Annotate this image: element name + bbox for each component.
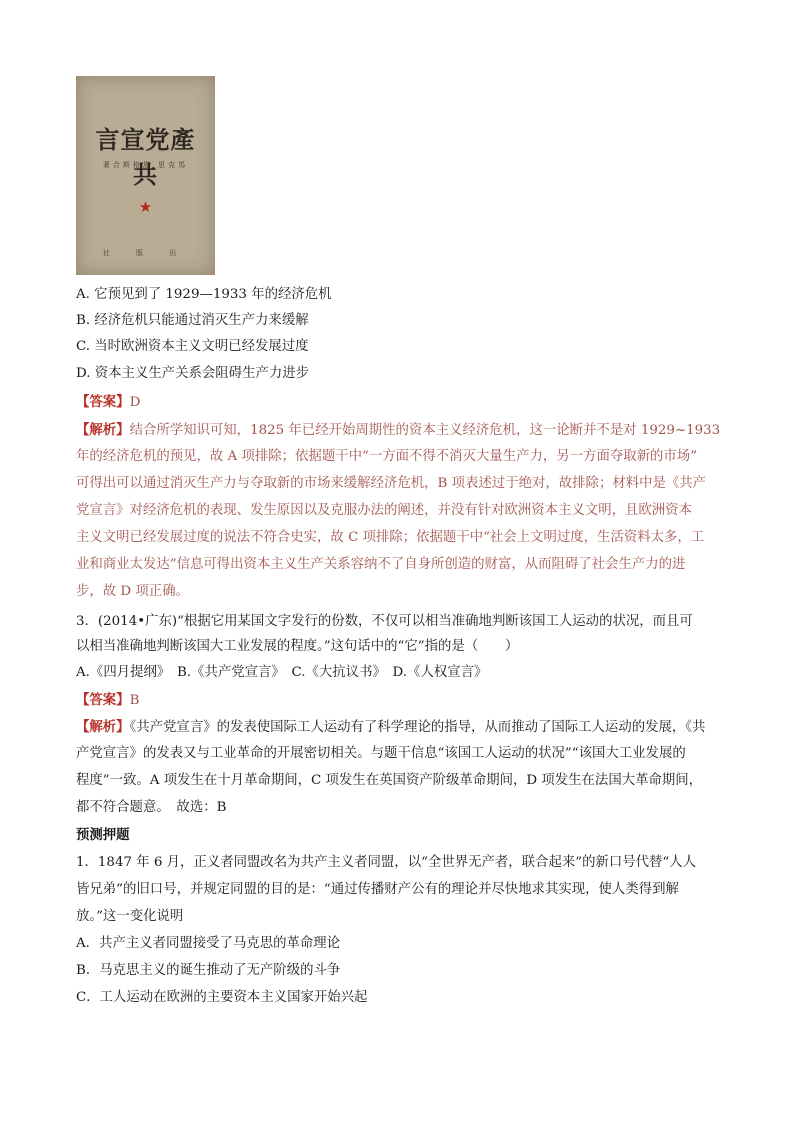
answer-value: B (129, 693, 140, 708)
answer-value: D (129, 395, 141, 410)
q2-analysis-line: 步，故 D 项正确。 (76, 584, 189, 599)
red-star-icon: ★ (138, 198, 153, 216)
cover-authors: 著合斯格恩 思克馬 (102, 161, 189, 169)
book-cover-image (76, 76, 215, 275)
q2-option-c: C. 当时欧洲资本主义文明已经发展过度 (76, 339, 309, 354)
q3-analysis-line: 都不符合题意。 故选：B (76, 800, 227, 815)
cover-title: 言宣党產共 (95, 126, 196, 189)
p1-stem-line: 放。”这一变化说明 (76, 909, 184, 924)
q2-option-b: B. 经济危机只能通过消灭生产力来缓解 (76, 313, 309, 328)
q2-answer (76, 389, 140, 416)
q2-analysis-line: 【解析】结合所学知识可知，1825 年已经开始周期性的资本主义经济危机，这一论断并不是对 1929~1933 (76, 422, 721, 438)
q2-analysis-line: 业和商业太发达”信息可得出资本主义生产关系容纳不了自身所创造的财富，从而阻碍了社会生产力的进 (76, 557, 686, 572)
q2-analysis-line: 年的经济危机的预见，故 A 项排除；依据题干中“一方面不得不消灭大量生产力，另一方面夺取新的市场” (76, 449, 698, 464)
q3-stem-line: 以相当准确地判断该国大工业发展的程度。”这句话中的“它”指的是（ ） (76, 639, 519, 654)
answer-label: 【答案】 (76, 394, 130, 410)
q3-analysis-line: 【解析】《共产党宣言》的发表使国际工人运动有了科学理论的指导，从而推动了国际工人运动的发展，《共 (76, 719, 706, 735)
q3-stem-line: 3．(2014•广东)“根据它用某国文字发行的份数，不仅可以相当准确地判断该国工人运动的状况，而且可 (76, 614, 693, 629)
p1-option-a: A．共产主义者同盟接受了马克思的革命理论 (76, 936, 341, 951)
q2-option-a: A. 它预见到了 1929—1933 年的经济危机 (76, 287, 332, 302)
analysis-label: 【解析】 (76, 719, 130, 735)
section-title: 预测押题 (76, 827, 130, 843)
q3-answer (76, 687, 139, 714)
q3-analysis-line: 产党宣言》的发表又与工业革命的开展密切相关。与题干信息“该国工人运动的状况”“该国大工业发展的 (76, 746, 686, 761)
q2-option-d: D. 资本主义生产关系会阻碍生产力进步 (76, 366, 310, 381)
q2-analysis-line: 可得出可以通过消灭生产力与夺取新的市场来缓解经济危机，B 项表述过于绝对，故排除；材料中是《共产 (76, 476, 707, 491)
q3-analysis-line: 程度”一致。A 项发生在十月革命期间，C 项发生在英国资产阶级革命期间，D 项发生在法国大革命期间， (76, 773, 703, 788)
analysis-label: 【解析】 (76, 422, 130, 438)
p1-stem-line: 1．1847 年 6 月，正义者同盟改名为共产主义者同盟，以“全世界无产者，联合起来”的新口号代替“人人 (76, 855, 697, 870)
p1-option-b: B．马克思主义的诞生推动了无产阶级的斗争 (76, 963, 341, 978)
q2-analysis-line: 主义文明已经发展过度的说法不符合史实，故 C 项排除；依据题干中“社会上文明过度，生活资料太多，工 (76, 530, 705, 545)
p1-stem-line: 皆兄弟”的旧口号，并规定同盟的目的是：“通过传播财产公有的理论并尽快地求其实现，使人类得到解 (76, 882, 679, 897)
q3-options: A.《四月提纲》 B.《共产党宣言》 C.《大抗议书》 D.《人权宣言》 (76, 665, 488, 680)
cover-publisher: 社 版 出 (102, 249, 189, 257)
p1-option-c: C．工人运动在欧洲的主要资本主义国家开始兴起 (76, 990, 368, 1005)
answer-label: 【答案】 (76, 692, 130, 708)
q2-analysis-line: 党宣言》对经济危机的表现、发生原因以及克服办法的阐述，并没有针对欧洲资本主义文明，且欧洲资本 (76, 503, 692, 518)
